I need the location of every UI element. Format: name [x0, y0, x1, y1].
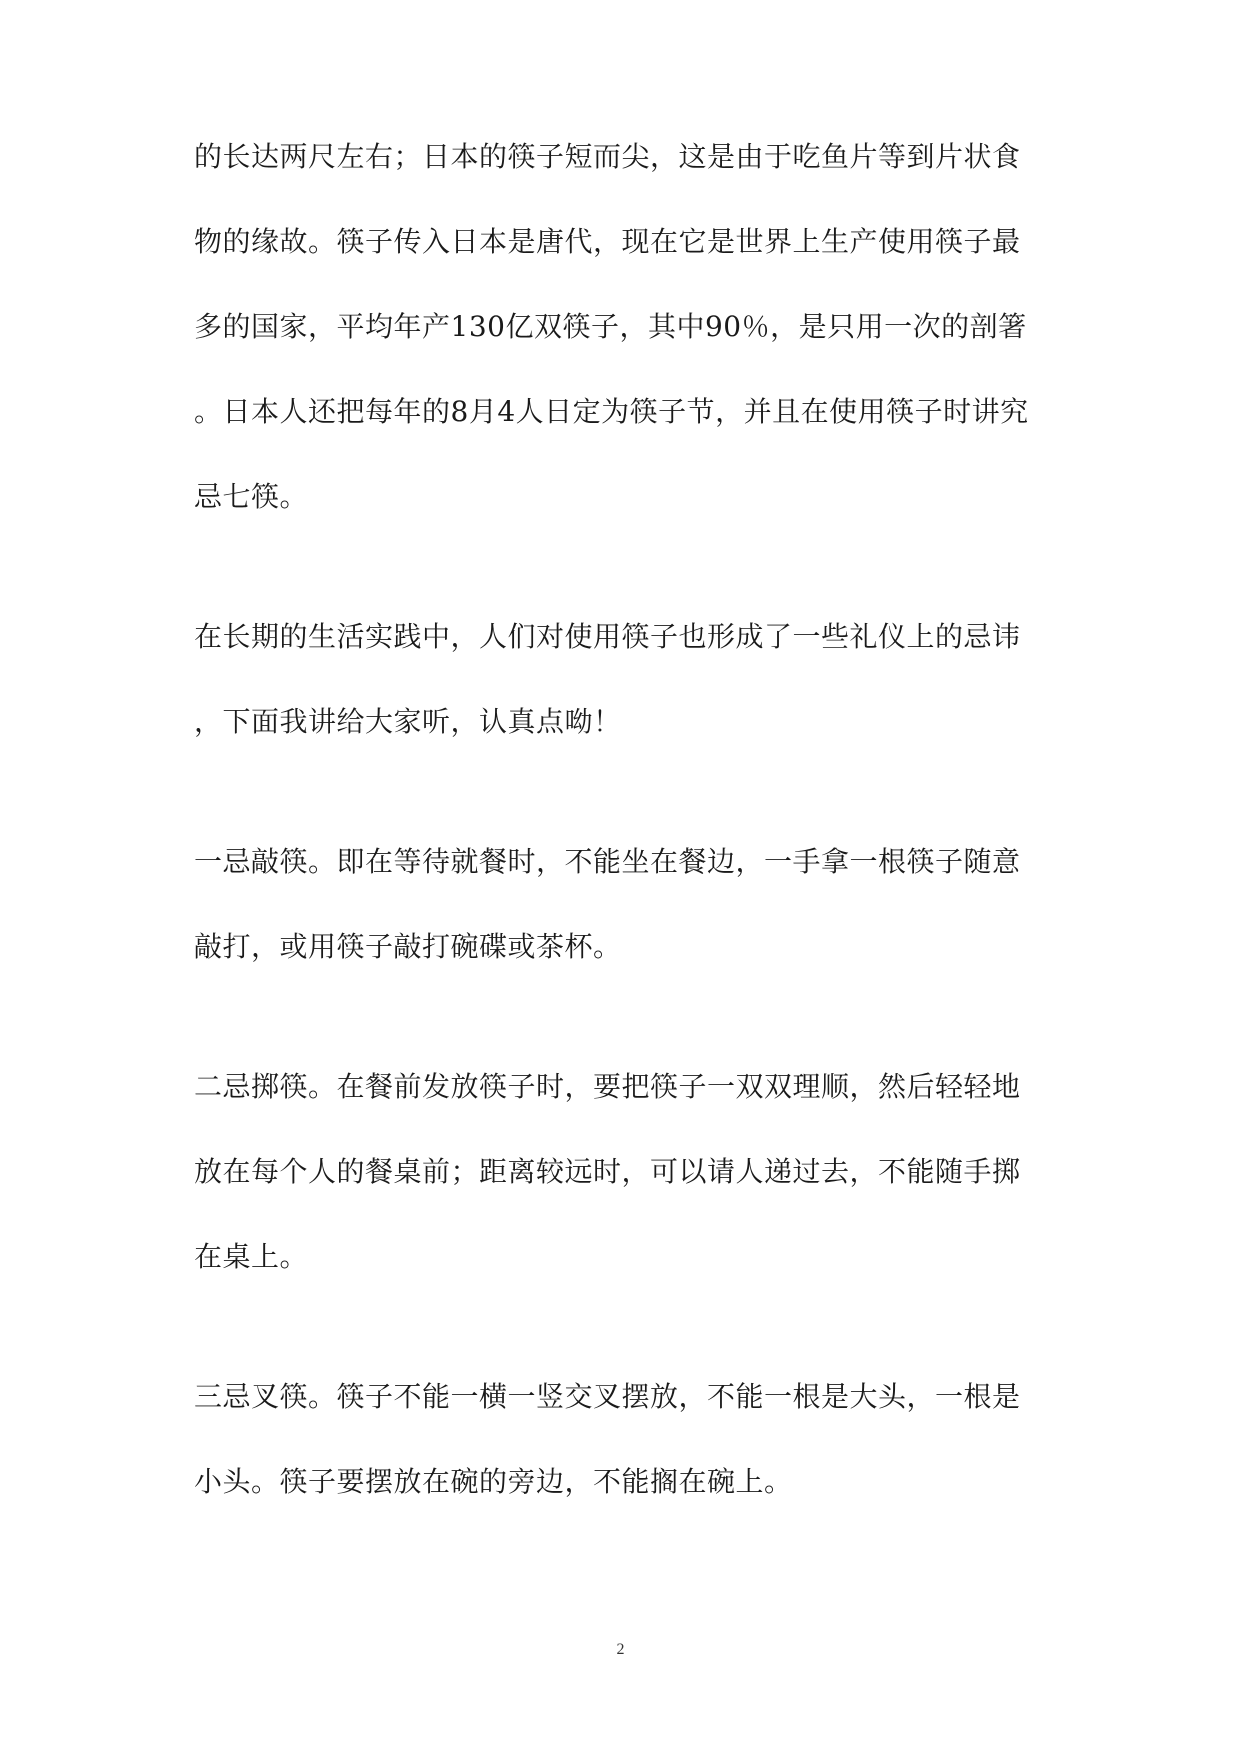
text-line: 。日本人还把每年的8月4人日定为筷子节，并且在使用筷子时讲究	[194, 395, 1029, 428]
text-line: ，下面我讲给大家听，认真点呦！	[194, 705, 622, 738]
text-line: 物的缘故。筷子传入日本是唐代，现在它是世界上生产使用筷子最	[194, 225, 1021, 258]
text-line: 放在每个人的餐桌前；距离较远时，可以请人递过去，不能随手掷	[194, 1155, 1021, 1188]
text-line: 一忌敲筷。即在等待就餐时，不能坐在餐边，一手拿一根筷子随意	[194, 845, 1021, 878]
text-line: 在长期的生活实践中，人们对使用筷子也形成了一些礼仪上的忌讳	[194, 620, 1021, 653]
text-line: 敲打，或用筷子敲打碗碟或茶杯。	[194, 930, 622, 963]
text-line: 的长达两尺左右；日本的筷子短而尖，这是由于吃鱼片等到片状食	[194, 140, 1021, 173]
text-line: 忌七筷。	[194, 480, 309, 513]
text-line: 二忌掷筷。在餐前发放筷子时，要把筷子一双双理顺，然后轻轻地	[194, 1070, 1021, 1103]
page-number: 2	[616, 1641, 625, 1658]
text-line: 三忌叉筷。筷子不能一横一竖交叉摆放，不能一根是大头，一根是	[194, 1380, 1021, 1413]
text-line: 小头。筷子要摆放在碗的旁边，不能搁在碗上。	[194, 1465, 793, 1498]
text-line: 在桌上。	[194, 1240, 309, 1273]
text-line: 多的国家，平均年产130亿双筷子，其中90％，是只用一次的剖箸	[194, 310, 1027, 343]
